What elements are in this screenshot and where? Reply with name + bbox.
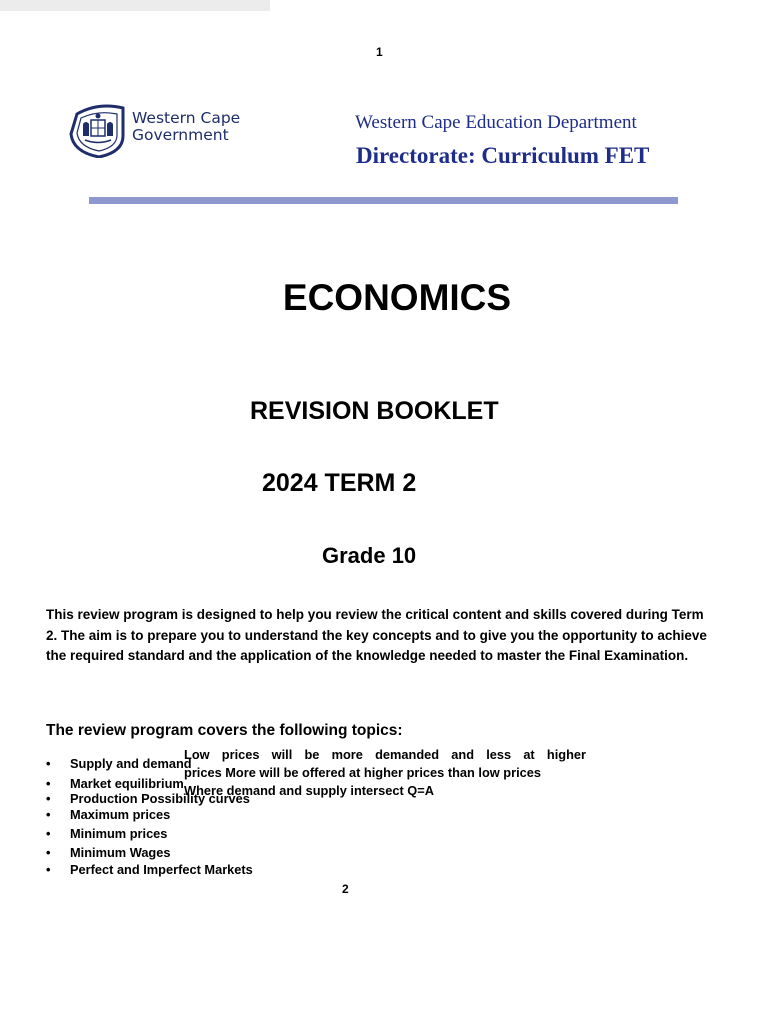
term-label: 2024 TERM 2 xyxy=(262,469,417,497)
bullet-icon: • xyxy=(46,807,51,822)
logo-line-2: Government xyxy=(132,126,229,144)
bullet-icon: • xyxy=(46,776,51,791)
overlay-note-line: Low prices will be more demanded and less at higher xyxy=(184,747,586,762)
document-subtitle: REVISION BOOKLET xyxy=(250,397,499,425)
logo-line-1: Western Cape xyxy=(132,109,241,127)
coat-of-arms-icon xyxy=(69,102,127,158)
topics-heading: The review program covers the following topics: xyxy=(46,722,403,739)
bullet-icon: • xyxy=(46,826,51,841)
document-title: ECONOMICS xyxy=(282,277,512,318)
page-number-top: 1 xyxy=(376,45,383,59)
bullet-icon: • xyxy=(46,791,51,806)
top-gray-bar xyxy=(0,0,270,11)
overlay-note-line: prices More will be offered at higher prices than low prices xyxy=(184,765,541,780)
directorate-name: Directorate: Curriculum FET xyxy=(356,143,650,168)
bullet-icon: • xyxy=(46,862,51,877)
bullet-icon: • xyxy=(46,756,51,771)
western-cape-government-logo xyxy=(69,102,279,158)
overlay-notes xyxy=(184,746,586,800)
overlay-note-line: Where demand and supply intersect Q=A xyxy=(184,783,434,798)
bullet-icon: • xyxy=(46,845,51,860)
page-number-bottom: 2 xyxy=(342,882,349,896)
grade-label: Grade 10 xyxy=(322,543,417,568)
header-divider xyxy=(89,197,678,204)
intro-paragraph: This review program is designed to help you review the critical content and skills covered during Term 2. The aim is to prepare you to understand the key concepts and to give you the opportunity to achieve the required standard and the application of the knowledge needed to master the Final Examination. xyxy=(46,607,707,664)
department-name: Western Cape Education Department xyxy=(355,112,637,133)
